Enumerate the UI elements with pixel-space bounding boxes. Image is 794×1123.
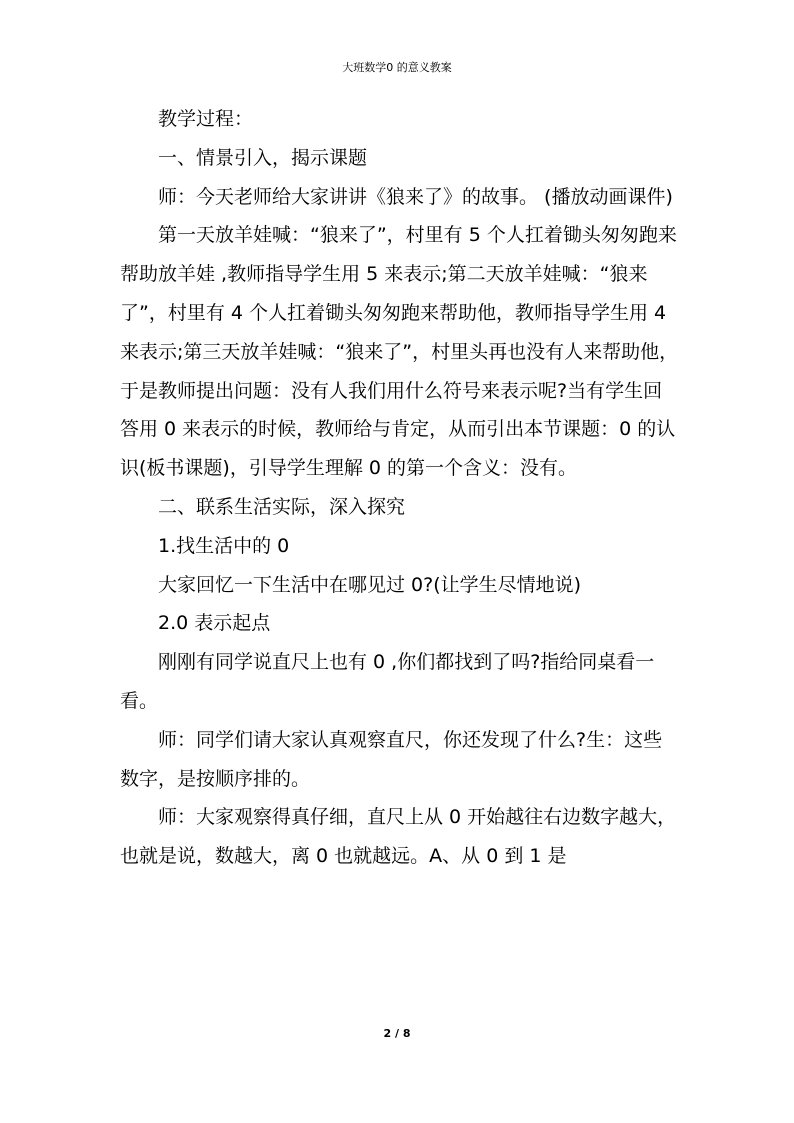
paragraph-observe-ruler: 师：同学们请大家认真观察直尺，你还发现了什么?生：这些数字，是按顺序排的。	[120, 728, 663, 790]
paragraph-zero-start-heading: 2.0 表示起点	[158, 612, 271, 635]
paragraph-find-zero-heading: 1.找生活中的 0	[158, 534, 290, 557]
paragraph-ruler-zero: 刚刚有同学说直尺上也有 0 ,你们都找到了吗?指给同桌看一看。	[120, 651, 655, 712]
paragraph-teacher-story-intro: 师：今天老师给大家讲讲《狼来了》的故事。 (播放动画课件)	[158, 185, 673, 208]
page-number: 2 / 8	[383, 1027, 411, 1040]
paragraph-ruler-order: 师：大家观察得真仔细，直尺上从 0 开始越往右边数字越大，也就是说，数越大，离 0 也就越远。A、从 0 到 1 是	[120, 806, 677, 868]
paragraph-teaching-process: 教学过程：	[158, 108, 254, 130]
paragraph-wolf-story: 第一天放羊娃喊：“狼来了”，村里有 5 个人扛着锄头匆匆跑来帮助放羊娃 ,教师指导学生用 5 来表示;第二天放羊娃喊：“狼来了”，村里有 4 个人扛着锄头匆匆跑来帮助他，教师指导学生用 4 来表示;第三天放羊娃喊：“狼来了”，村里头再也没有人来帮助他，于是教师提出问题：没有人我们用什么符号来表示呢?当有学生回答用 0 来表示的时候，教师给与肯定，从而引出本节课题：0 的认识(板书课题)，引导学生理解 0 的第一个含义：没有。	[120, 224, 679, 480]
document-body	[120, 100, 680, 876]
paragraph-section-two-heading: 二、联系生活实际，深入探究	[158, 495, 406, 518]
page-header	[0, 60, 794, 76]
document-title: 大班数学0 的意义教案	[342, 61, 452, 74]
paragraph-recall-zero: 大家回忆一下生活中在哪见过 0?(让学生尽情地说)	[158, 573, 582, 596]
page-footer	[0, 1026, 794, 1042]
paragraph-section-one-heading: 一、情景引入，揭示课题	[158, 146, 368, 169]
